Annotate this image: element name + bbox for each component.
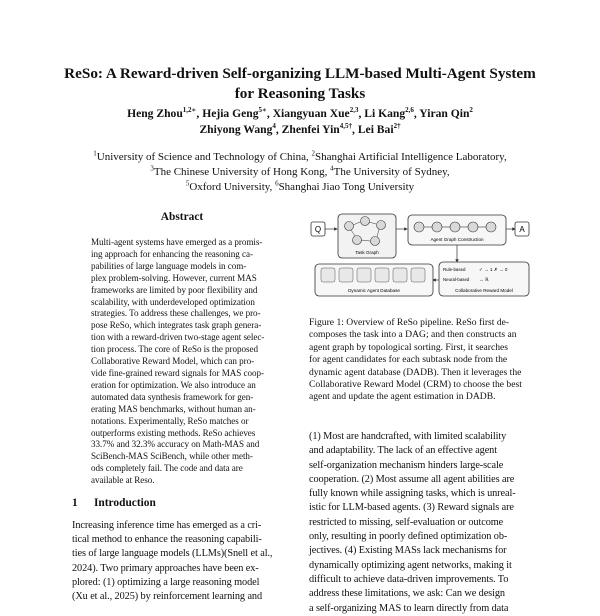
body-line: only, resulting in poorly defined optimization ob- xyxy=(309,531,508,543)
author-sup: 4 xyxy=(272,121,276,130)
affiliations xyxy=(40,150,560,195)
abstract-line: erating MAS benchmarks, without human an- xyxy=(91,403,256,414)
crm-label: Collaborative Reward Model xyxy=(455,288,513,293)
affil-text: Shanghai Artificial Intelligence Laboratory, xyxy=(314,151,507,163)
intro-line: tical method to enhance the reasoning capabili- xyxy=(72,534,262,546)
intro-line: ties of large language models (LLMs)(Snell et al., xyxy=(72,548,273,560)
paper-title xyxy=(40,64,560,104)
abstract-line: plex problem-solving. However, current MAS xyxy=(91,272,257,283)
body-line: fully known while assigning tasks, which is unreal- xyxy=(309,488,516,500)
neural-based-label: Neural-based xyxy=(443,277,470,282)
author-name: Xiangyuan Xue xyxy=(272,107,350,120)
answer-label: A xyxy=(519,225,525,234)
body-line: difficult to achieve data-driven improvements. To xyxy=(309,573,509,585)
body-line: istic for LLM-based agents. (3) Reward signals are xyxy=(309,502,514,514)
author-list xyxy=(40,106,560,137)
body-line: cooperation. (2) Most assume all agent abilities are xyxy=(309,473,515,485)
abstract-line: Collaborative Reward Model, which can pro- xyxy=(91,356,255,367)
affil-sup: 1 xyxy=(93,149,97,158)
abstract-line: strategies. To address these challenges, we pro- xyxy=(91,308,261,319)
caption-line: dynamic agent database (DADB). Then it leverages the xyxy=(309,366,522,378)
abstract-line: tion process. The core of ReSo is the proposed xyxy=(91,344,258,355)
abstract-line: eration for optimization. We also introduce an xyxy=(91,379,256,390)
abstract-line: vide fine-grained reward signals for MAS coop- xyxy=(91,367,264,378)
abstract-line: 33.7% and 32.3% accuracy on Math-MAS and xyxy=(91,439,260,450)
abstract-line: frameworks are limited by poor flexibility and xyxy=(91,284,258,295)
affil-text: Shanghai Jiao Tong University xyxy=(278,181,415,193)
author-name: Heng Zhou xyxy=(127,107,183,120)
abstract-line: automated data synthesis framework for gen- xyxy=(91,391,254,402)
abstract-line: SciBench-MAS SciBench, while other meth- xyxy=(91,451,253,462)
author-sup: 2,6 xyxy=(405,106,414,115)
affil-sup: 4 xyxy=(330,164,334,173)
section-title: Introduction xyxy=(94,497,156,509)
body-line: and adaptability. The lack of an effective agent xyxy=(309,445,497,457)
section-number: 1 xyxy=(72,497,78,509)
author-name: Zhenfei Yin xyxy=(281,122,340,136)
author-sup: 2 xyxy=(469,106,473,115)
affil-text: Oxford University, xyxy=(189,181,276,193)
body-line: restricted to missing, self-evaluation or outcome xyxy=(309,516,504,528)
author-name: Lei Bai xyxy=(357,122,394,136)
author-sup: 2† xyxy=(393,121,401,130)
agent-graph-label: Agent Graph Construction xyxy=(430,237,484,242)
caption-line: composes the task into a DAG; and then constructs an xyxy=(309,329,517,341)
task-graph-label: Task Graph xyxy=(355,250,379,255)
body-line: address these limitations, we ask: Can we design xyxy=(309,588,505,600)
affil-text: University of Science and Technology of China, xyxy=(96,151,312,163)
author-line-1: Heng Zhou$^{1,2∗}$, Hejia Geng$^{5∗}$, Xiangyuan Xue$^{2,3}$, Li Kang$^{2,6}$, Yiran Qin$^2$ xyxy=(127,106,473,120)
author-name: Hejia Geng xyxy=(202,107,259,120)
title-line-1: ReSo: A Reward-driven Self-organizing LLM-based Multi-Agent System xyxy=(64,65,536,82)
abstract-line: outperforms existing methods. ReSo achieves xyxy=(91,427,256,438)
author-name: Li Kang xyxy=(364,107,406,120)
dadb-label: Dynamic Agent Database xyxy=(348,288,400,293)
intro-line: 2024). Two primary approaches have been ex- xyxy=(72,562,259,574)
author-line-2: Zhiyong Wang$^4$, Zhenfei Yin$^{4,5\dagger}$, Lei Bai$^{2\dagger}$ xyxy=(199,121,401,136)
abstract-line: pose ReSo, which integrates task graph genera- xyxy=(91,320,262,331)
figure-caption xyxy=(309,317,529,404)
title-line-2: for Reasoning Tasks xyxy=(234,85,366,102)
abstract-line: notations. Experimentally, ReSo matches or xyxy=(91,415,249,426)
caption-line: Collaborative Reward Model (CRM) to choose the best xyxy=(309,379,522,391)
body-line: dynamically optimizing agent networks, making it xyxy=(309,559,512,571)
figure-1 xyxy=(309,212,531,308)
affil-sup: 3 xyxy=(150,164,154,173)
intro-body xyxy=(72,519,288,604)
caption-line: for agent candidates for each subtask node from the xyxy=(309,354,508,366)
affil-sup: 5 xyxy=(185,179,190,188)
author-name: Zhiyong Wang xyxy=(199,122,273,136)
author-sup: 1,2∗ xyxy=(182,106,197,115)
abstract-line: Multi-agent systems have emerged as a promis- xyxy=(91,237,263,247)
abstract-line: pabilities of large language models in com- xyxy=(91,260,247,271)
author-sup: 4,5† xyxy=(339,121,353,130)
query-label: Q xyxy=(314,225,322,234)
rule-based-label: Rule-based xyxy=(443,267,466,272)
section-heading xyxy=(72,497,156,509)
neural-output: → ℝ xyxy=(479,277,489,282)
abstract-line: ing approach for enhancing the reasoning ca- xyxy=(91,248,253,259)
body-line: self-organization mechanism hinders large-scale xyxy=(309,459,504,471)
abstract-body xyxy=(91,237,273,487)
affiliation-line-3 xyxy=(40,180,560,195)
affil-text: The University of Sydney, xyxy=(333,166,450,178)
caption-line: agent graph by topological sorting. First, it searches xyxy=(309,341,509,353)
caption-line: agent and update the agent estimation in DADB. xyxy=(309,391,496,403)
body-line: (1) Most are handcrafted, with limited scalability xyxy=(309,431,507,442)
body-line: jectives. (4) Existing MASs lack mechanisms for xyxy=(309,545,507,557)
rule-output: ✓ → 1 ✗ → 0 xyxy=(479,267,508,272)
intro-line: (Xu et al., 2025) by reinforcement learning and xyxy=(72,591,263,603)
intro-line: Increasing inference time has emerged as a cri- xyxy=(72,520,262,531)
body-line: a self-organizing MAS to learn directly from data xyxy=(309,602,509,614)
affil-sup: 6 xyxy=(275,179,279,188)
affil-text: The Chinese University of Hong Kong, xyxy=(153,166,331,178)
abstract-line: available at Reso. xyxy=(91,475,155,486)
affiliation-line-1 xyxy=(40,150,560,165)
abstract-line: tion with a reward-driven two-stage agent selec- xyxy=(91,332,265,343)
author-sup: 5∗ xyxy=(258,106,267,115)
pipeline-diagram xyxy=(309,212,531,308)
right-column-body xyxy=(309,430,529,616)
affiliation-line-2 xyxy=(40,165,560,180)
abstract-line: scalability, with underdeveloped optimization xyxy=(91,296,255,307)
author-sup: 2,3 xyxy=(349,106,359,115)
abstract-line: ods completely fail. The code and data are xyxy=(91,463,243,474)
intro-line: plored: (1) optimizing a large reasoning model xyxy=(72,576,260,588)
affil-sup: 2 xyxy=(311,149,315,158)
author-name: Yiran Qin xyxy=(419,107,470,120)
abstract-heading: Abstract xyxy=(160,211,204,223)
caption-line: Figure 1: Overview of ReSo pipeline. ReSo first de- xyxy=(309,317,510,328)
